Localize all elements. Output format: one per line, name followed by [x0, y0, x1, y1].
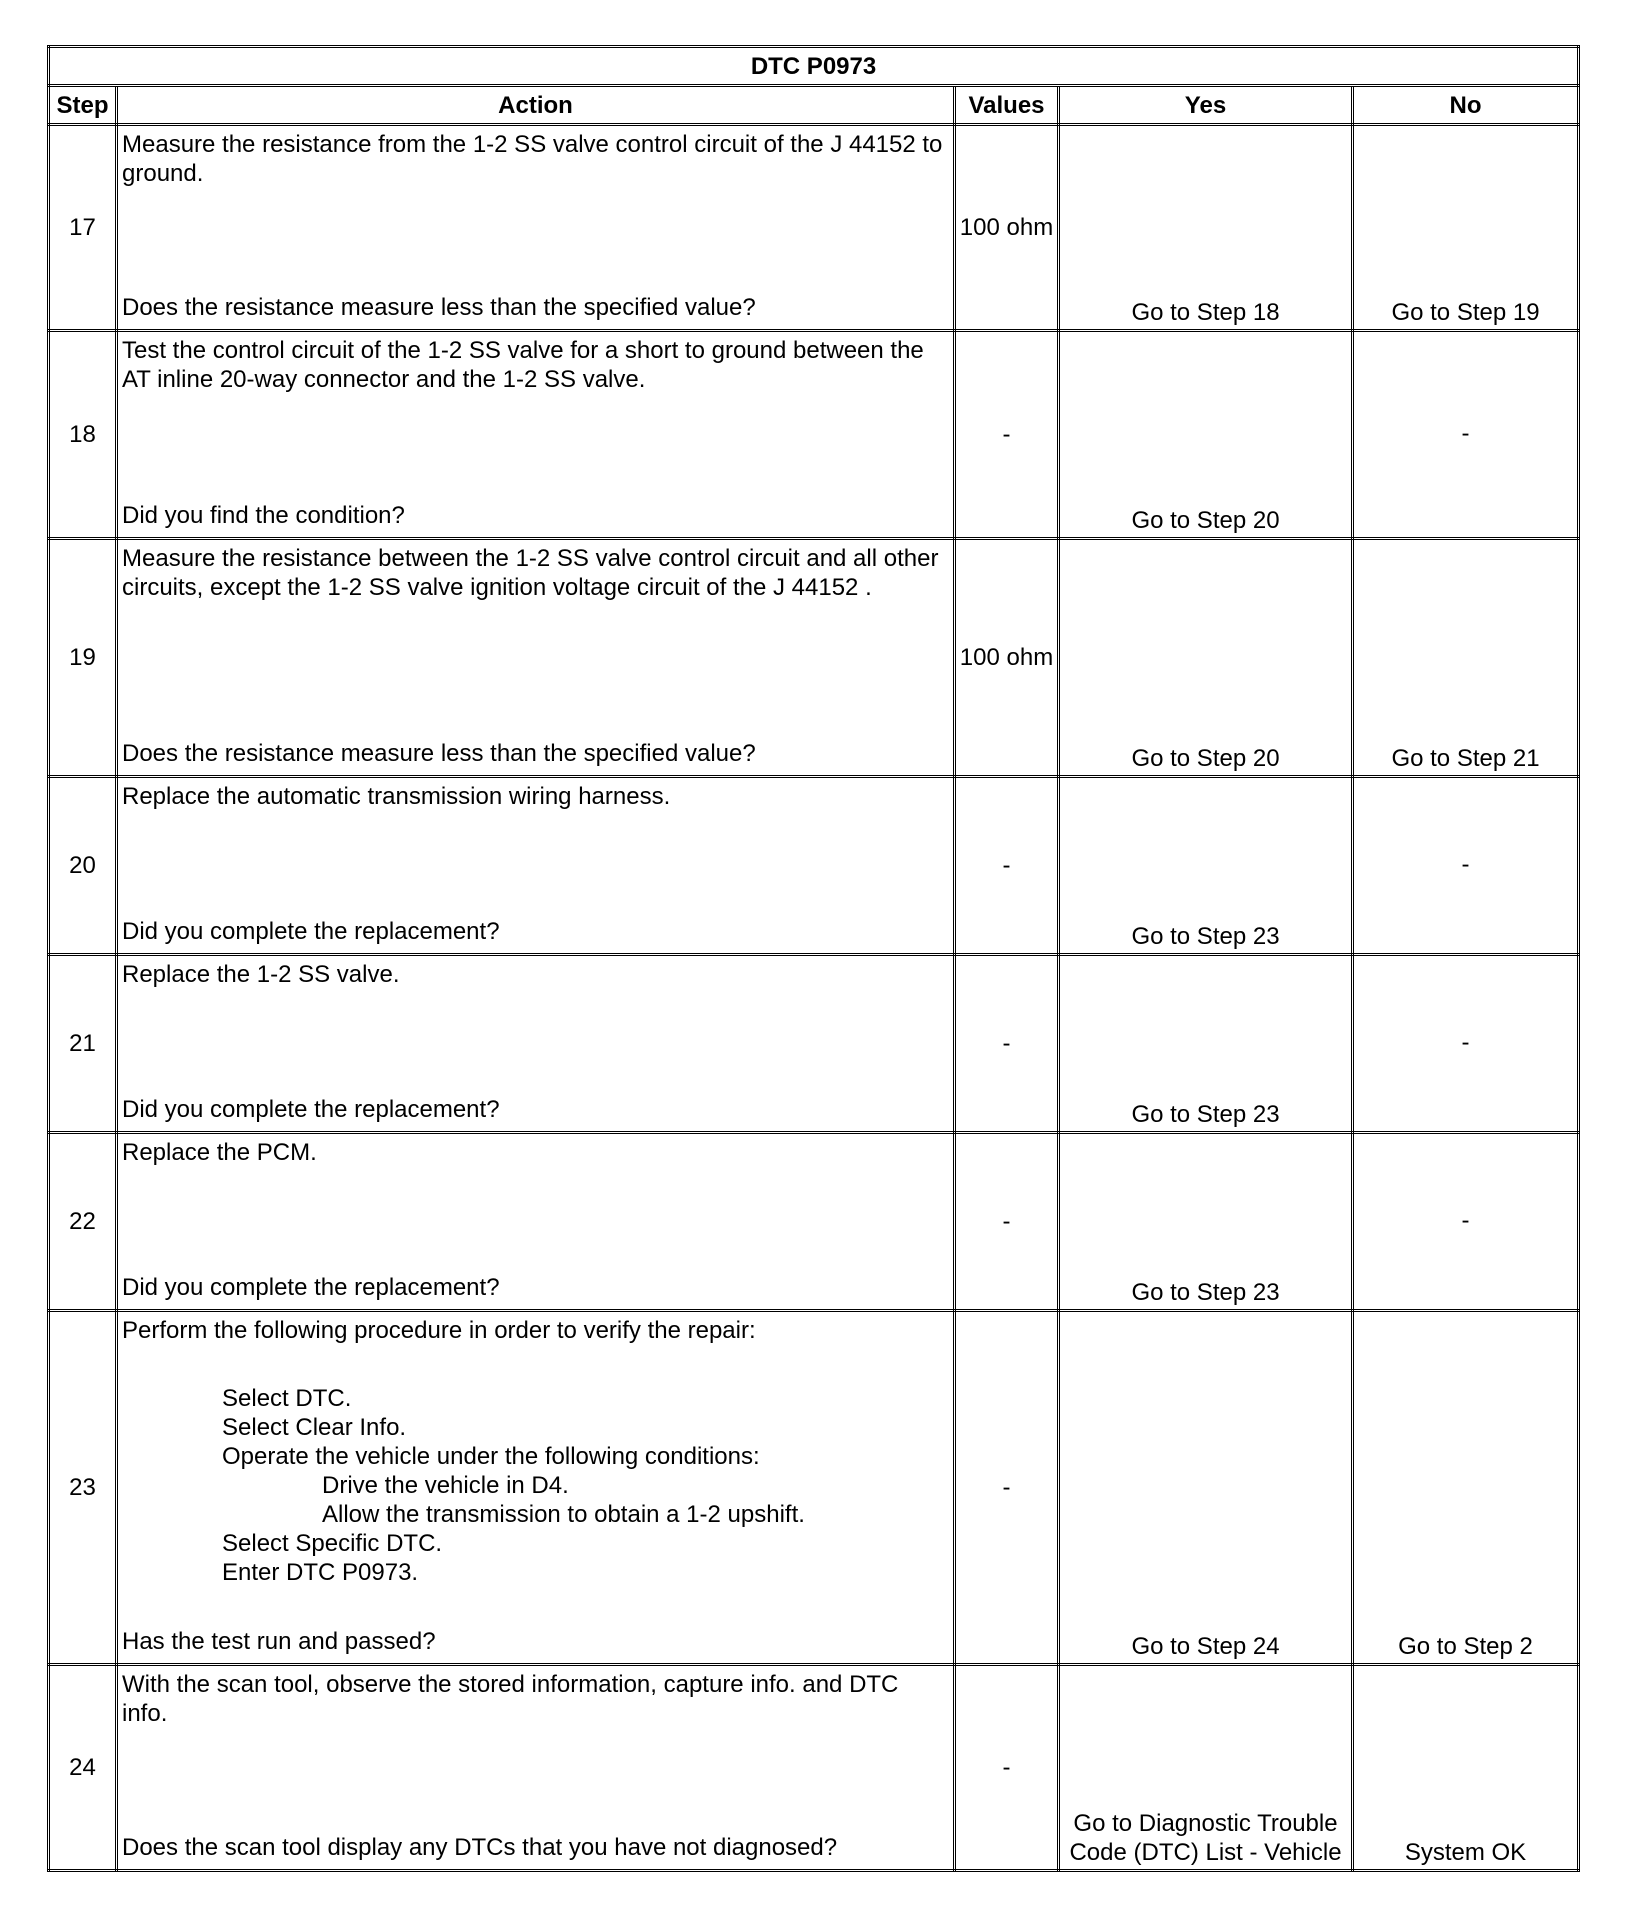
header-yes: Yes [1059, 86, 1353, 125]
table-row [49, 331, 1579, 539]
values-cell: - [955, 777, 1059, 955]
step-number: 19 [49, 539, 117, 777]
title-row [49, 47, 1579, 86]
yes-cell: Go to Step 23 [1059, 1133, 1353, 1311]
action-cell [117, 539, 955, 777]
action-text: Measure the resistance between the 1-2 SS valve control circuit and all other circuits, except the 1-2 SS valve ignition voltage circuit of the J 44152 . [122, 545, 939, 601]
action-text: Perform the following procedure in order to verify the repair: [122, 1317, 756, 1344]
no-cell: Go to Step 21 [1353, 539, 1579, 777]
table-row [49, 539, 1579, 777]
table-head [49, 47, 1579, 125]
table-row [49, 1311, 1579, 1665]
step-number: 22 [49, 1133, 117, 1311]
dtc-table-container [47, 45, 1577, 1872]
step-number: 24 [49, 1665, 117, 1871]
header-action: Action [117, 86, 955, 125]
header-values: Values [955, 86, 1059, 125]
yes-cell: Go to Step 23 [1059, 955, 1353, 1133]
action-question: Did you complete the replacement? [122, 1096, 500, 1123]
action-text: Replace the automatic transmission wiring harness. [122, 783, 671, 810]
step-number: 21 [49, 955, 117, 1133]
step-number: 18 [49, 331, 117, 539]
no-cell: - [1353, 955, 1579, 1133]
action-cell [117, 1311, 955, 1665]
yes-cell: Go to Step 20 [1059, 331, 1353, 539]
action-text: Replace the 1-2 SS valve. [122, 961, 400, 988]
procedure-item: Select DTC. [222, 1385, 352, 1412]
no-cell: Go to Step 2 [1353, 1311, 1579, 1665]
table-row [49, 955, 1579, 1133]
action-cell [117, 1133, 955, 1311]
procedure-subitem: Allow the transmission to obtain a 1-2 upshift. [322, 1501, 805, 1528]
procedure-item: Operate the vehicle under the following conditions: [222, 1443, 760, 1470]
action-text: Test the control circuit of the 1-2 SS valve for a short to ground between the AT inline 20-way connector and the 1-2 SS valve. [122, 337, 924, 393]
header-row [49, 86, 1579, 125]
action-cell [117, 331, 955, 539]
action-cell [117, 125, 955, 331]
yes-cell: Go to Step 23 [1059, 777, 1353, 955]
values-cell: - [955, 331, 1059, 539]
values-cell: - [955, 1665, 1059, 1871]
procedure-item: Enter DTC P0973. [222, 1559, 419, 1586]
no-cell: Go to Step 19 [1353, 125, 1579, 331]
action-text: With the scan tool, observe the stored information, capture info. and DTC info. [122, 1671, 899, 1727]
table-row [49, 1133, 1579, 1311]
procedure-subitem: Drive the vehicle in D4. [322, 1472, 569, 1499]
no-cell: - [1353, 1133, 1579, 1311]
action-text: Measure the resistance from the 1-2 SS valve control circuit of the J 44152 to ground. [122, 131, 943, 187]
procedure-list [122, 1384, 947, 1587]
values-cell: 100 ohm [955, 125, 1059, 331]
step-number: 20 [49, 777, 117, 955]
step-number: 17 [49, 125, 117, 331]
header-step: Step [49, 86, 117, 125]
no-cell: System OK [1353, 1665, 1579, 1871]
yes-cell: Go to Diagnostic Trouble Code (DTC) List - Vehicle [1059, 1665, 1353, 1871]
table-row [49, 125, 1579, 331]
action-question: Has the test run and passed? [122, 1628, 436, 1655]
values-cell: - [955, 955, 1059, 1133]
action-question: Does the scan tool display any DTCs that you have not diagnosed? [122, 1834, 838, 1861]
action-text: Replace the PCM. [122, 1139, 317, 1166]
values-cell: 100 ohm [955, 539, 1059, 777]
action-question: Did you find the condition? [122, 502, 405, 529]
yes-cell: Go to Step 24 [1059, 1311, 1353, 1665]
action-cell [117, 777, 955, 955]
values-cell: - [955, 1311, 1059, 1665]
procedure-item: Select Specific DTC. [222, 1530, 443, 1557]
table-row [49, 1665, 1579, 1871]
yes-cell: Go to Step 20 [1059, 539, 1353, 777]
action-question: Does the resistance measure less than the specified value? [122, 294, 756, 321]
action-cell [117, 1665, 955, 1871]
no-cell: - [1353, 331, 1579, 539]
yes-cell: Go to Step 18 [1059, 125, 1353, 331]
table-row [49, 777, 1579, 955]
header-no: No [1353, 86, 1579, 125]
table-title: DTC P0973 [49, 47, 1579, 86]
no-cell: - [1353, 777, 1579, 955]
table-body [49, 125, 1579, 1871]
values-cell: - [955, 1133, 1059, 1311]
procedure-item: Select Clear Info. [222, 1414, 407, 1441]
dtc-table [47, 45, 1580, 1872]
action-question: Did you complete the replacement? [122, 1274, 500, 1301]
action-cell [117, 955, 955, 1133]
action-question: Did you complete the replacement? [122, 918, 500, 945]
action-question: Does the resistance measure less than the specified value? [122, 740, 756, 767]
step-number: 23 [49, 1311, 117, 1665]
